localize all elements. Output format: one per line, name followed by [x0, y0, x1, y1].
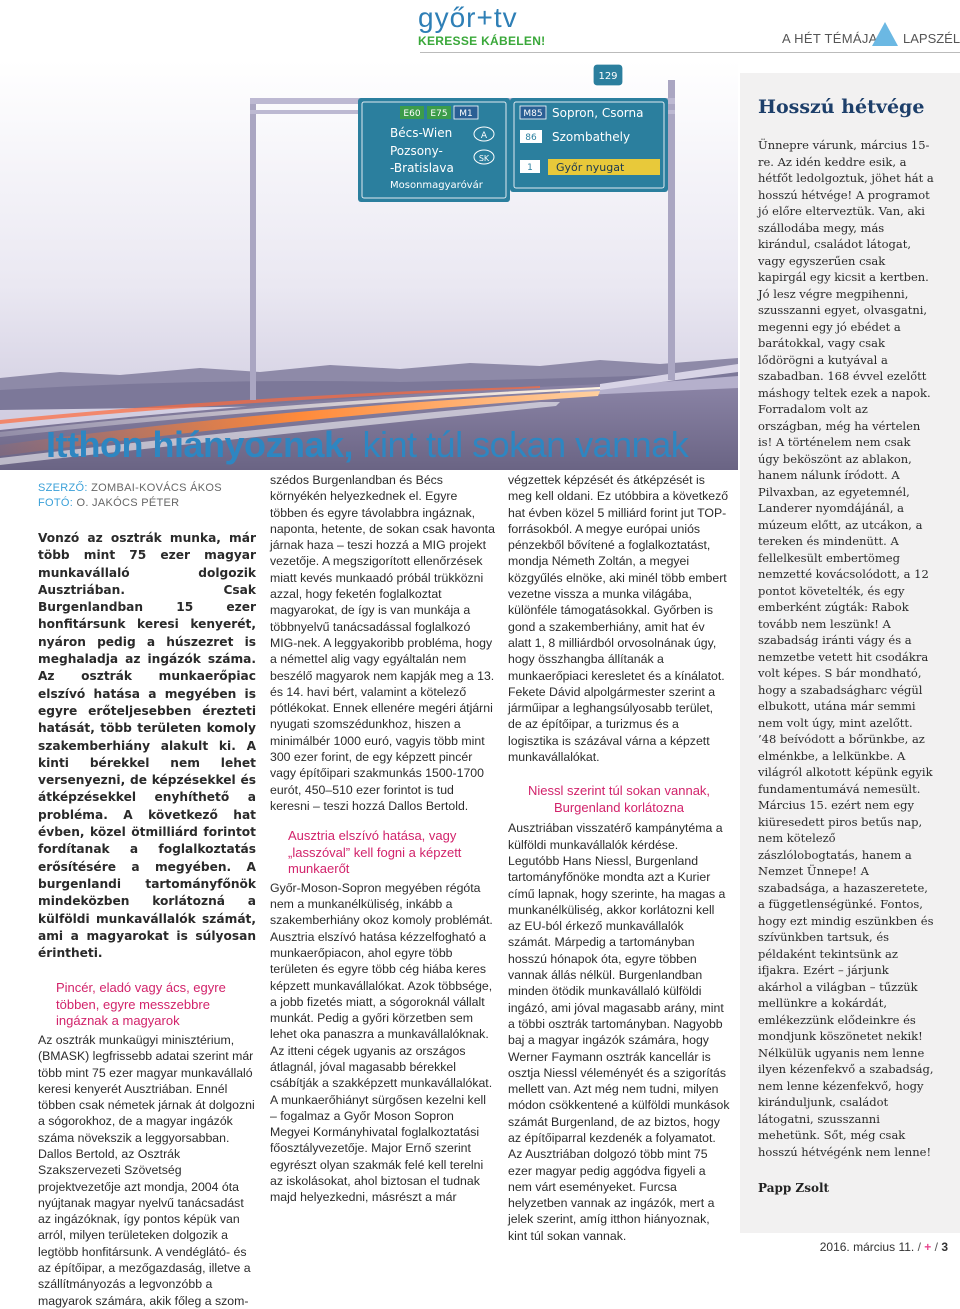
article-column-2	[270, 472, 496, 1206]
article-column-3	[508, 472, 730, 1244]
tv-logo-text: győr+tv	[418, 2, 518, 33]
sign-dest-3: -Bratislava	[390, 161, 454, 175]
subheading-1: Pincér, eladó vagy ács, egyre többen, egyre messzebbre ingáznak a magyarok	[56, 980, 226, 1029]
route-86: 86	[525, 133, 537, 143]
byline	[38, 481, 222, 511]
footer-slash-2: /	[934, 1240, 938, 1254]
highway-photo	[0, 60, 738, 470]
article-lead: Vonzó az osztrák munka, már több mint 75 ezer magyar munkavállaló dolgozik Ausztriában. Csak Burgenlandban 15 ezer honfitársunk keresi kenyerét, nyáron pedig a húszezret is meghaladja az ingázók száma. Az osztrák munkaerőpiac elszívó hatása a megyében is egyre erőteljesebben érezteti hatását, több területen komoly szakemberhiány alakult ki. A kinti bérekkel nem lehet versenyezni, de képzésekkel és átképzésekkel enyhíthető a probléma. A következő hat évben, közel ötmilliárd forintot fordítanak a foglalkoztatás erősítésére a megyében. A burgenlandi tartományfőnök mindeközben korlátozná a külföldi munkavállalók számát, ami a magyarokat is súlyosan érintheti.	[38, 531, 256, 961]
route-m85: M85	[523, 109, 543, 119]
article-column-1	[38, 530, 256, 1309]
article-paragraph-4: végzettek képzését és átképzését is meg kell oldani. Ez utóbbira a következő hat évben közel 5 milliárd forint jut TOP-forrásokból. A megye európai uniós pénzekből bővítené a foglalkoztatást, mondja Németh Zoltán, a megyei közgyűlés elnöke, aki minél több embert vezetne vissza a munka világába, különféle támogatásokkal. Győrben is gond a szakemberhiány, amit hat év alatt 1, 8 milliárdból orvosolnának úgy, hogy összhangba állítanák a munkaerőpiaci keresletet és a kínálatot. Fekete Dávid alpolgármester szerint a járműipar a leghangsúlyosabb terület, de az építőipar, a turizmus és a logisztika is százával várna a képzett munkavállalókat.	[508, 473, 729, 765]
article-headline	[46, 424, 688, 466]
byline-photographer: O. JAKÓCS PÉTER	[76, 497, 180, 509]
article-paragraph-3: Győr-Moson-Sopron megyében régóta nem a munkanélküliség, inkább a szakemberhiány okoz komoly problémát. Ausztria elszívó hatása kézzelfogható a munkaerőpiacon, ahol egyre több területen és egyre több cég hiába keres képzett munkavállalókat. Azok többsége, a jobb fizetés miatt, a sógoroknál vállalt munkát. Pedig a győri körzetben sem lehet oka panaszra a munkavállalóknak. Az itteni cégek ugyanis az országos átlagnál, jóval magasabb bérekkel csábítják a szakképzett munkavállalókat. A munkaerőhiányt sürgősen kezelni kell – fogalmaz a Győr Moson Sopron Megyei Kormányhivatal foglalkoztatási főosztályvezetője. Major Ernő szerint egyrészt olyan szakmák felé kell terelni az iskolásokat, ahol biztosan el tudnak majd helyezkedni, másrészt a már	[270, 880, 493, 1205]
plus-icon: +	[924, 1240, 932, 1254]
byline-author: ZOMBAI-KOVÁCS ÁKOS	[91, 482, 222, 494]
sidebar-title: Hosszú hétvége	[758, 96, 925, 118]
footer-date: 2016. március 11.	[819, 1240, 915, 1254]
route-e75: E75	[430, 109, 448, 119]
footer-slash: /	[917, 1240, 921, 1254]
headline-bold: Itthon hiányoznak,	[46, 424, 354, 465]
article-paragraph-1: Az osztrák munkaügyi minisztérium, (BMASK) legfrissebb adatai szerint már több mint 75 ezer magyar munkavállaló keresi kenyerét Ausztriában. Ennél többen csak németek járnak át dolgozni a sógorokhoz, de a magyar ingázók száma növekszik a leggyorsabban. Dallos Bertold, az Osztrák Szakszervezeti Szövetség projektvezetője azt mondja, 2004 óta nyújtanak magyar nyelvű tanácsadást az ingázóknak, így pontos képük van arról, milyen területeken dolgozik a legtöbb honfitársunk. A vendéglátó- és az építőipar, a mezőgazdaság, illetve a szállítmányozás a legvonzóbb a magyarok számára, akik főleg a szom-	[38, 1032, 255, 1308]
country-code-a: A	[480, 131, 488, 141]
sidebar-author: Papp Zsolt	[758, 1181, 830, 1195]
column-label: LAPSZÉL	[903, 31, 960, 46]
tv-logo-tagline: KERESSE KÁBELEN!	[418, 34, 546, 48]
byline-author-label: SZERZŐ:	[38, 482, 88, 494]
sign-dest-1: Bécs-Wien	[390, 126, 453, 140]
country-code-sk: SK	[478, 154, 490, 163]
headline-light: kint túl sokan vannak	[353, 424, 689, 465]
triangle-icon	[872, 22, 898, 46]
page-footer	[820, 1240, 948, 1254]
byline-photo-label: FOTÓ:	[38, 497, 74, 509]
sign-dest-4: Mosonmagyaróvár	[390, 180, 483, 191]
article-paragraph-5: Ausztriában visszatérő kampánytéma a külföldi munkavállalók kérdése. Legutóbb Hans Niessl, Burgenland tartományfőnöke mondta azt a Kurier című lapnak, hogy szerinte, ha magas a munkanélküliség, akkor korlátozni kell az EU-ból érkező munkavállalók számát. Márpedig a tartományban hosszú hónapok óta, egyre többen vannak állás nélkül. Burgenlandban minden ötödik munkavállaló külföldi ingázó, ami jóval magasabb arány, mint a többi osztrák tartományban. Nagyobb baj a magyar ingázók számára, hogy Werner Faymann osztrák kancellár is osztja Niessl véleményét és a szigorítás mellett van. Azt még nem tudni, milyen módon csökkentené a külföldi munkások számát Burgenland, de az biztos, hogy az építőiparral kezdenék a folyamatot. Az Ausztriában dolgozó több mint 75 ezer magyar pedig aggódva figyeli a nem várt eseményeket. Furcsa helyzetben vannak az ingázók, mert a jelek szerint, amíg itthon hiányoznak, kint túl sokan vannak.	[508, 821, 730, 1243]
route-e60: E60	[403, 109, 421, 119]
page-number: 3	[941, 1240, 948, 1254]
sidebar-body: Ünnepre várunk, március 15-re. Az idén keddre esik, a hétfőt ledolgoztuk, jöhet hát a hosszú hétvége! A programot jó előre elterveztük. Van, aki szállodába megy, más kirándul, családot látogat, vagy egyszerűen csak kapirgál egy kicsit a kertben. Jó lesz végre megpihenni, szusszanni egyet, olvasgatni, megenni egy jó ebédet a barátokkal, vagy csak lődörögni a kutyával a szabadban. 168 évvel ezelőtt máshogy teltek ezek a napok. Forradalom volt az országban, még ha vértelen is! A történelem nem csak úgy beköszönt az ablakon, hanem nálunk íródott. A Pilvaxban, az egyetemnél, Landerer nyomdájánál, a múzeum előtt, az utcákon, a tereken és mindenütt. A fellelkesült embertömeg nemzetté kovácsolódott, a 12 pontot követelték, és egy emberként zúgták: Rabok tovább nem leszünk! A szabadság iránti vágy és a nemzetbe vetett hit csodákra volt képes. S bár mondható, hogy a szabadságharc végül elbukott, utána már semmi nem volt úgy, mint azelőtt. ’48 beívódott a bőrünkbe, az elménkbe, a lelkünkbe. A világról alkotott képünk egyik fundamentumává nemesült. Március 15. ezért nem egy kiüresedett piros betűs nap, nem kötelező zászlólobogtatás, hanem a Nemzet Ünnepe! A szabadsága, a hazaszeretete, a függetlenségünké. Fontos, hogy ezt mindig eszünkben és szívünkben tartsuk, és példaként tekintsünk az ifjakra. Ezért – járjunk akárhol a világban – tűzzük mellünkre a kokárdát, emlékezzünk elődeinkre és mondjunk köszönetet nekik! Nélkülük ugyanis nem lenne ilyen kézenfekvő a szabadság, nem lenne kézenfekvő, hogy kiránduljunk, családot látogatni, szusszanni mehetünk. Sőt, még csak hosszú hétvégénk nem lenne!	[758, 138, 934, 1159]
route-129: 129	[598, 71, 618, 82]
route-m1: M1	[459, 109, 473, 119]
article-paragraph-2: szédos Burgenlandban és Bécs környékén helyezkednek el. Egyre többen és egyre távolabbra ingáznak, naponta, hetente, de sokan csak havonta járnak haza – teszi hozzá a MIG projekt vezetője. A megszigorított ellenőrzések miatt kevés munkaadó próbál trükközni azzal, hogy feketén foglalkoztat magyarokat, de így is van munkája a többnyelvű tanácsadással foglalkozó MIG-nek. A leggyakoribb probléma, hogy a némettel alig vagy egyáltalán nem beszélő magyarok nem kapják meg a 13. és 14. havi bért, valamint a kötelező pótlékokat. Ennek ellenére megéri átjárni nyugati szomszédunkhoz, hiszen a minimálbér 1000 euró, vagyis több mint 300 ezer forint, de egy képzett pincér vagy építőipari szakmunkás 1500-1700 eurót, 450–510 ezer forintot is tud keresni – teszi hozzá Dallos Bertold.	[270, 473, 495, 813]
sign-dest-2: Pozsony-	[390, 144, 443, 158]
header-divider	[420, 52, 960, 53]
sign-city-1: Sopron, Csorna	[552, 106, 644, 120]
subheading-2: Ausztria elszívó hatása, vagy „lasszóval” kell fogni a képzett munkaerőt	[288, 828, 462, 877]
subheading-3: Niessl szerint túl sokan vannak, Burgenland korlátozna	[527, 783, 711, 815]
sign-city-2: Szombathely	[552, 130, 631, 144]
tv-logo[interactable]	[418, 4, 568, 50]
section-label: A HÉT TÉMÁJA	[782, 31, 878, 46]
route-1: 1	[527, 163, 533, 173]
sign-city-3: Győr nyugat	[556, 161, 625, 174]
